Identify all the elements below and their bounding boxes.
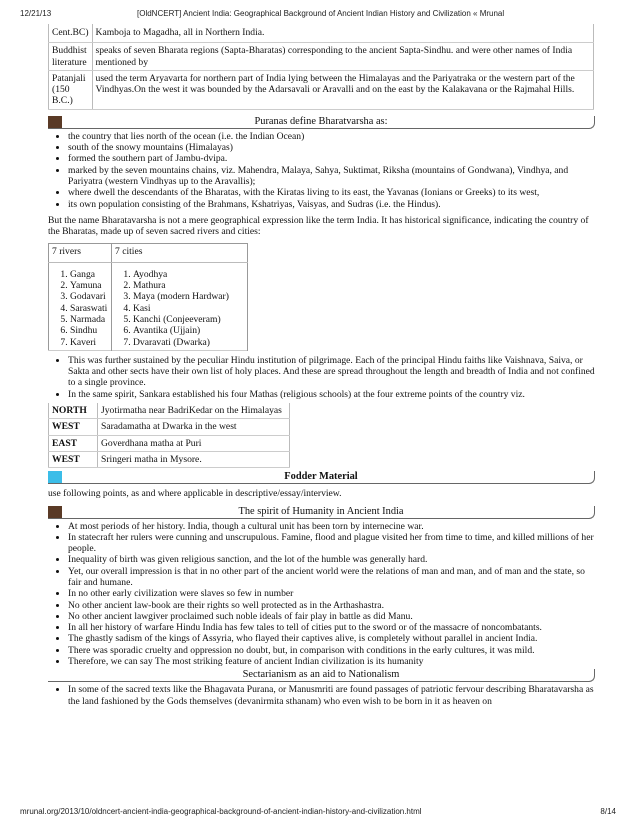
rivers-list <box>52 269 108 348</box>
source-name: Buddhist literature <box>49 43 93 71</box>
list-item: • This was further sustained by the peculiar Hindu institution of pilgrimage. Each of the principal Hindu faiths like Vaishnava, Saiva, or Sakta and other sects have their own list of holy places. And these are spread throughout the length and breadth of India and not confined to a single province. <box>68 355 595 389</box>
table-row <box>49 435 290 451</box>
rivers-cities-table <box>48 243 248 350</box>
source-text: used the term Aryavarta for northern part of India lying between the Himalayas and the Pariyatraka or the western part of the Vindhyas.On the west it was bounded by the Adarsavali or Aravalli and on the east by the Kalakavana or the Rajmahal Hills. <box>92 70 593 109</box>
section-heading-puranas <box>48 116 595 129</box>
list-item: • its own population consisting of the Brahmans, Kshatriyas, Vaisyas, and Sudras (i.e. the Hindus). <box>68 199 595 210</box>
print-date: 12/21/13 <box>20 9 52 18</box>
source-text: Kamboja to Magadha, all in Northern India. <box>92 24 593 43</box>
heading-title: The spirit of Humanity in Ancient India <box>238 505 404 517</box>
table-row <box>49 43 594 71</box>
direction: EAST <box>49 435 98 451</box>
table-row <box>49 24 594 43</box>
source-name: Cent.BC) <box>49 24 93 43</box>
list-item: • Inequality of birth was given religious sanction, and the lot of the humble was generally hard. <box>68 554 595 565</box>
direction: WEST <box>49 451 98 467</box>
list-item: • In statecraft her rulers were cunning and unscrupulous. Famine, flood and plague visited her from time to time, and killed millions of her people. <box>68 532 595 555</box>
matha-place: Saradamatha at Dwarka in the west <box>98 419 290 435</box>
table-row <box>49 70 594 109</box>
table-row <box>49 451 290 467</box>
list-item: • In all her history of warfare Hindu India has few tales to tell of cities put to the sword or of the massacre of noncombatants. <box>68 622 595 633</box>
list-item: • There was sporadic cruelty and oppression no doubt, but, in comparison with conditions in the early cultures, it was mild. <box>68 645 595 656</box>
sectarianism-list <box>48 684 595 707</box>
cities-header: 7 cities <box>112 244 248 262</box>
direction: WEST <box>49 419 98 435</box>
humanity-list <box>48 521 595 668</box>
table-row <box>49 419 290 435</box>
print-title: [OldNCERT] Ancient India: Geographical Background of Ancient Indian History and Civilization « Mrunal <box>137 9 505 18</box>
list-item: 4. Kasi <box>133 303 244 314</box>
list-item: • In no other early civilization were slaves so few in number <box>68 588 595 599</box>
cities-list <box>115 269 244 348</box>
matha-place: Sringeri matha in Mysore. <box>98 451 290 467</box>
list-item: 6. Sindhu <box>70 325 108 336</box>
matha-place: Jyotirmatha near BadriKedar on the Himalayas <box>98 403 290 419</box>
mathas-table <box>48 403 290 468</box>
section-heading-fodder <box>48 471 595 484</box>
page-url: mrunal.org/2013/10/oldncert-ancient-india-geographical-background-of-ancient-indian-history-and-civilization.html <box>20 807 422 816</box>
heading-title: Sectarianism as an aid to Nationalism <box>242 669 400 681</box>
list-item: 5. Narmada <box>70 314 108 325</box>
heading-title: Puranas define Bharatvarsha as: <box>254 115 388 127</box>
list-item: 6. Avantika (Ujjain) <box>133 325 244 336</box>
puranas-list <box>48 131 595 210</box>
list-item: • Yet, our overall impression is that in no other part of the ancient world were the relations of man and man, and of man and the state, so fair and humane. <box>68 566 595 589</box>
list-item: 3. Maya (modern Hardwar) <box>133 291 244 302</box>
list-item: • south of the snowy mountains (Himalayas) <box>68 142 595 153</box>
list-item: • No other ancient lawgiver proclaimed such noble ideals of fair play in battle as did Manu. <box>68 611 595 622</box>
list-item: 2. Yamuna <box>70 280 108 291</box>
table-header-row <box>49 244 248 262</box>
list-item: 3. Godavari <box>70 291 108 302</box>
article-content <box>48 24 595 707</box>
table-row <box>49 403 290 419</box>
list-item: • where dwell the descendants of the Bharatas, with the Kiratas living to its east, the Yavanas (Ionians or Greeks) to its west, <box>68 187 595 198</box>
heading-title: Fodder Material <box>284 471 358 483</box>
list-item: • formed the southern part of Jambu-dvipa. <box>68 153 595 164</box>
fodder-text: use following points, as and where applicable in descriptive/essay/interview. <box>48 488 342 500</box>
list-item: 2. Mathura <box>133 280 244 291</box>
list-item: 5. Kanchi (Conjeeveram) <box>133 314 244 325</box>
page-number: 8/14 <box>600 807 616 816</box>
print-header <box>20 8 616 19</box>
list-item: • Therefore, we can say The most striking feature of ancient Indian civilization is its humanity <box>68 656 595 667</box>
list-item: 4. Saraswati <box>70 303 108 314</box>
source-text: speaks of seven Bharata regions (Sapta-Bharatas) corresponding to the ancient Sapta-Sindhu. and were other names of India mentioned by <box>92 43 593 71</box>
list-item: • In some of the sacred texts like the Bhagavata Purana, or Manusmriti are found passages of patriotic fervour describing Bharatavarsha as the land fashioned by the Gods themselves (devanirmita sthanam) who even wish to be born in it as heaven on <box>68 684 595 707</box>
source-table <box>48 24 594 110</box>
list-item: • the country that lies north of the ocean (i.e. the Indian Ocean) <box>68 131 595 142</box>
list-item: • No other ancient law-book are their rights so well protected as in the Arthashastra. <box>68 600 595 611</box>
direction: NORTH <box>49 403 98 419</box>
source-name: Patanjali (150 B.C.) <box>49 70 93 109</box>
list-item: 7. Dvaravati (Dwarka) <box>133 337 244 348</box>
bharatavarsha-paragraph: But the name Bharatavarsha is not a mere geographical expression like the term India. It has historical significance, indicating the country of the Bharatas, made up of seven sacred rivers and cities: <box>48 214 589 238</box>
list-item: • marked by the seven mountains chains, viz. Mahendra, Malaya, Sahya, Suktimat, Riksha (mountains of Gondwana), Vindhya, and Pariyatra (western Vindhyas up to the Aravallis); <box>68 165 595 188</box>
list-item: 1. Ganga <box>70 269 108 280</box>
rivers-header: 7 rivers <box>49 244 112 262</box>
matha-place: Goverdhana matha at Puri <box>98 435 290 451</box>
list-item: • The ghastly sadism of the kings of Assyria, who flayed their captives alive, is completely without parallel in ancient India. <box>68 633 595 644</box>
section-heading-humanity <box>48 506 595 519</box>
list-item: 1. Ayodhya <box>133 269 244 280</box>
list-item: 7. Kaveri <box>70 337 108 348</box>
list-item: • At most periods of her history. India, though a cultural unit has been torn by internecine war. <box>68 521 595 532</box>
list-item: • In the same spirit, Sankara established his four Mathas (religious schools) at the four extreme points of the country viz. <box>68 389 595 400</box>
section-heading-sectarianism <box>48 669 595 682</box>
print-footer <box>20 806 616 817</box>
pilgrimage-list <box>48 355 595 400</box>
table-row <box>49 262 248 350</box>
